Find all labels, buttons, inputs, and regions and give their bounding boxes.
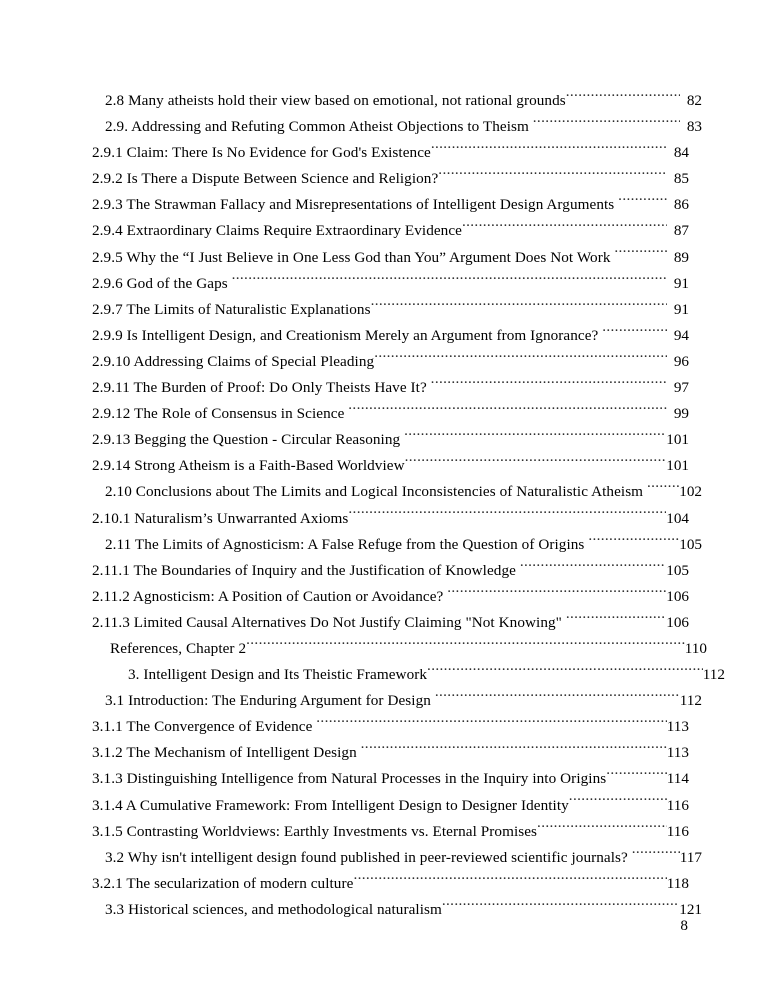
toc-entry-title: 3.1.1 The Convergence of Evidence — [92, 718, 313, 736]
toc-entry-page-number: 105 — [679, 535, 702, 553]
toc-entry-title: 3.1.4 A Cumulative Framework: From Intelligent Design to Designer Identity — [92, 796, 569, 814]
toc-entry-page-number: 104 — [666, 509, 689, 527]
toc-entry-page-number: 87 — [673, 222, 689, 240]
toc-entry-title: 2.11 The Limits of Agnosticism: A False Refuge from the Question of Origins — [105, 535, 585, 553]
toc-dot-leader — [435, 690, 680, 705]
toc-dot-leader — [316, 716, 667, 731]
toc-dot-leader — [431, 142, 667, 157]
toc-entry-page-number: 106 — [666, 587, 689, 605]
toc-entry-title: 2.10 Conclusions about The Limits and Logical Inconsistencies of Naturalistic Atheism — [105, 483, 644, 501]
toc-entry[interactable] — [92, 453, 689, 479]
toc-dot-leader — [374, 351, 667, 366]
toc-entry-page-number: 97 — [673, 379, 689, 397]
toc-entry[interactable] — [92, 427, 689, 453]
toc-entry-page-number: 102 — [679, 483, 702, 501]
toc-entry-page-number: 94 — [673, 326, 689, 344]
toc-entry-title: 2.9.9 Is Intelligent Design, and Creationism Merely an Argument from Ignorance? — [92, 326, 599, 344]
toc-dot-leader — [618, 194, 667, 209]
toc-entry[interactable] — [92, 506, 689, 532]
toc-entry-title: 2.11.2 Agnosticism: A Position of Caution or Avoidance? — [92, 587, 444, 605]
toc-entry[interactable] — [92, 532, 702, 558]
toc-entry-page-number: 84 — [673, 144, 689, 162]
toc-entry[interactable] — [92, 819, 689, 845]
toc-entry[interactable] — [92, 297, 689, 323]
toc-dot-leader — [569, 794, 667, 809]
toc-entry-title: 2.9.12 The Role of Consensus in Science — [92, 405, 345, 423]
toc-entry[interactable] — [92, 766, 689, 792]
toc-entry-page-number: 114 — [666, 770, 689, 788]
toc-entry-title: 3. Intelligent Design and Its Theistic Framework — [128, 666, 428, 684]
toc-entry-title: 3.3 Historical sciences, and methodological naturalism — [105, 900, 442, 918]
toc-entry-page-number: 83 — [686, 118, 702, 136]
toc-dot-leader — [537, 820, 667, 835]
toc-entry[interactable] — [92, 271, 689, 297]
toc-entry-title: 3.2 Why isn't intelligent design found published in peer-reviewed scientific journals? — [105, 848, 628, 866]
toc-dot-leader — [588, 533, 679, 548]
toc-entry[interactable] — [92, 584, 689, 610]
toc-entry-title: 3.1.5 Contrasting Worldviews: Earthly Investments vs. Eternal Promises — [92, 822, 538, 840]
toc-entry-title: 3.2.1 The secularization of modern culture — [92, 874, 354, 892]
toc-entry-title: 3.1.3 Distinguishing Intelligence from Natural Processes in the Inquiry into Origins — [92, 770, 607, 788]
toc-dot-leader — [427, 664, 703, 679]
toc-entry[interactable] — [92, 793, 689, 819]
toc-entry-page-number: 113 — [666, 744, 689, 762]
toc-entry-page-number: 116 — [666, 796, 689, 814]
toc-entry-page-number: 121 — [679, 900, 702, 918]
toc-entry[interactable] — [92, 610, 689, 636]
toc-entry-page-number: 112 — [702, 666, 725, 684]
page-number: 8 — [680, 917, 688, 934]
toc-entry-page-number: 86 — [673, 196, 689, 214]
toc-dot-leader — [404, 429, 666, 444]
toc-dot-leader — [447, 586, 666, 601]
toc-dot-leader — [614, 246, 667, 261]
toc-entry-page-number: 117 — [679, 848, 702, 866]
toc-entry[interactable] — [92, 114, 702, 140]
toc-entry-page-number: 113 — [666, 718, 689, 736]
toc-dot-leader — [442, 899, 679, 914]
toc-entry-title: 2.9.6 God of the Gaps — [92, 274, 228, 292]
toc-entry-title: 2.9.11 The Burden of Proof: Do Only Theists Have It? — [92, 379, 427, 397]
toc-entry[interactable] — [92, 897, 702, 923]
toc-entry-title: 2.11.1 The Boundaries of Inquiry and the Justification of Knowledge — [92, 561, 516, 579]
toc-entry[interactable] — [92, 479, 702, 505]
toc-dot-leader — [520, 560, 666, 575]
toc-entry-title: 2.9.5 Why the “I Just Believe in One Less God than You” Argument Does Not Work — [92, 248, 611, 266]
toc-dot-leader — [371, 299, 667, 314]
toc-entry-page-number: 106 — [666, 613, 689, 631]
toc-entry-title: 2.9.4 Extraordinary Claims Require Extraordinary Evidence — [92, 222, 462, 240]
toc-dot-leader — [632, 847, 680, 862]
toc-entry-page-number: 101 — [666, 457, 689, 475]
toc-entry-title: 2.9.3 The Strawman Fallacy and Misrepresentations of Intelligent Design Arguments — [92, 196, 615, 214]
toc-entry[interactable] — [92, 662, 725, 688]
toc-entry-page-number: 99 — [673, 405, 689, 423]
toc-entry-page-number: 96 — [673, 352, 689, 370]
toc-entry-title: 3.1.2 The Mechanism of Intelligent Design — [92, 744, 357, 762]
toc-entry[interactable] — [92, 871, 689, 897]
toc-entry-title: 3.1 Introduction: The Enduring Argument for Design — [105, 692, 431, 710]
table-of-contents — [92, 88, 725, 923]
toc-entry-title: 2.9.10 Addressing Claims of Special Pleading — [92, 352, 375, 370]
toc-entry[interactable] — [92, 218, 689, 244]
toc-dot-leader — [647, 481, 679, 496]
toc-entry-page-number: 91 — [673, 274, 689, 292]
toc-entry[interactable] — [92, 636, 707, 662]
toc-entry[interactable] — [92, 166, 689, 192]
toc-entry[interactable] — [92, 140, 689, 166]
toc-dot-leader — [602, 325, 667, 340]
toc-entry-title: 2.10.1 Naturalism’s Unwarranted Axioms — [92, 509, 349, 527]
toc-entry-page-number: 101 — [666, 431, 689, 449]
toc-entry-title: 2.8 Many atheists hold their view based on emotional, not rational grounds — [105, 92, 566, 109]
toc-dot-leader — [405, 455, 667, 470]
toc-entry-page-number: 85 — [673, 170, 689, 188]
toc-dot-leader — [246, 638, 685, 653]
toc-dot-leader — [438, 168, 667, 183]
toc-entry[interactable] — [92, 558, 689, 584]
toc-entry[interactable] — [92, 323, 689, 349]
toc-entry-title: 2.9.1 Claim: There Is No Evidence for God's Existence — [92, 144, 431, 162]
toc-entry[interactable] — [92, 88, 702, 114]
toc-dot-leader — [462, 220, 667, 235]
toc-entry-title: 2.11.3 Limited Causal Alternatives Do Not Justify Claiming "Not Knowing" — [92, 613, 562, 631]
toc-dot-leader — [353, 873, 666, 888]
toc-entry-page-number: 110 — [684, 639, 707, 657]
toc-dot-leader — [566, 90, 680, 105]
toc-dot-leader — [606, 768, 667, 783]
toc-entry-page-number: 105 — [666, 561, 689, 579]
toc-entry[interactable] — [92, 192, 689, 218]
toc-entry-title: References, Chapter 2 — [110, 639, 247, 657]
toc-entry[interactable] — [92, 401, 689, 427]
toc-dot-leader — [348, 403, 667, 418]
toc-entry-page-number: 116 — [666, 822, 689, 840]
toc-dot-leader — [348, 507, 666, 522]
toc-entry-title: 2.9. Addressing and Refuting Common Atheist Objections to Theism — [105, 118, 529, 136]
toc-entry-page-number: 112 — [679, 692, 702, 710]
toc-entry-page-number: 118 — [666, 874, 689, 892]
toc-dot-leader — [232, 272, 667, 287]
toc-entry-page-number: 89 — [673, 248, 689, 266]
toc-dot-leader — [533, 116, 680, 131]
toc-entry[interactable] — [92, 740, 689, 766]
toc-entry-title: 2.9.7 The Limits of Naturalistic Explanations — [92, 300, 371, 318]
toc-entry[interactable] — [92, 349, 689, 375]
toc-entry[interactable] — [92, 245, 689, 271]
toc-entry-title: 2.9.2 Is There a Dispute Between Science and Religion? — [92, 170, 439, 188]
toc-entry-page-number: 82 — [686, 92, 702, 109]
toc-entry-title: 2.9.13 Begging the Question - Circular Reasoning — [92, 431, 401, 449]
toc-entry[interactable] — [92, 845, 702, 871]
toc-entry[interactable] — [92, 688, 702, 714]
toc-dot-leader — [361, 742, 667, 757]
toc-entry-page-number: 91 — [673, 300, 689, 318]
toc-entry[interactable] — [92, 714, 689, 740]
toc-dot-leader — [431, 377, 667, 392]
toc-entry-title: 2.9.14 Strong Atheism is a Faith-Based Worldview — [92, 457, 405, 475]
toc-dot-leader — [566, 612, 666, 627]
toc-entry[interactable] — [92, 375, 689, 401]
